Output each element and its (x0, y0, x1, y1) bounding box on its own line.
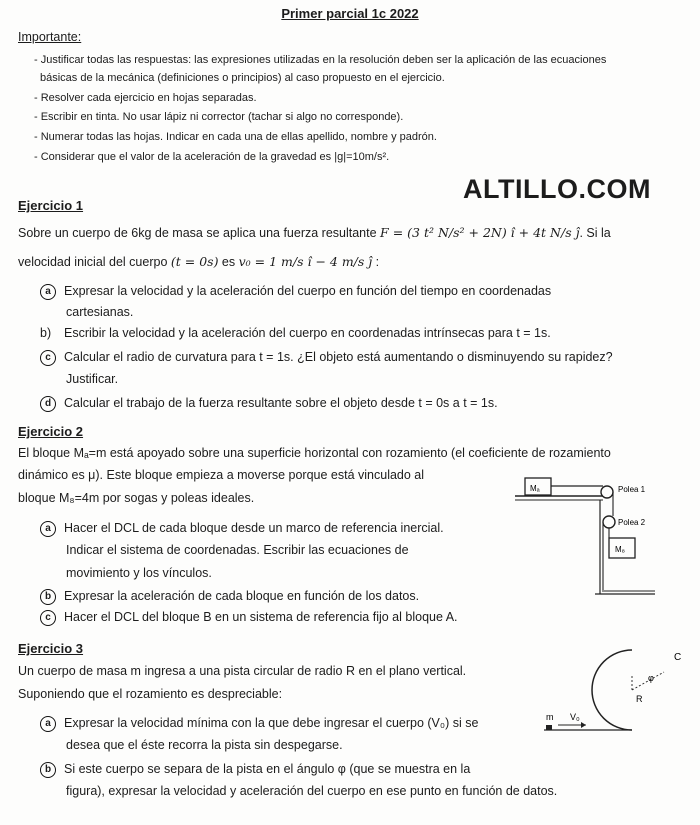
ej2-statement-line: bloque M₈=4m por sogas y poleas ideales. (18, 491, 255, 505)
item-continuation: Justificar. (66, 372, 119, 386)
initial-velocity: v₀ = 1 m/s î − 4 m/s ĵ (238, 254, 373, 269)
ejercicio-1-heading: Ejercicio 1 (18, 198, 84, 213)
track-arc (592, 650, 632, 730)
item-marker: a (40, 716, 56, 732)
importante-label: Importante: (18, 30, 82, 44)
mass-label: m (546, 712, 554, 722)
item-marker: c (40, 350, 56, 366)
ej1-text: es (218, 255, 239, 269)
circular-track-figure (540, 634, 695, 752)
ej1-text: velocidad inicial del cuerpo (18, 255, 171, 269)
velocity-arrowhead (581, 722, 586, 728)
item-continuation: figura), expresar la velocidad y aceleración del cuerpo en ese punto en función de datos. (66, 784, 558, 798)
angle-label: φ (648, 673, 654, 683)
ej1-item-b (40, 326, 551, 340)
pulley-2-label: Polea 2 (618, 518, 646, 527)
ej1-item-d (40, 396, 498, 412)
ej1-statement-line-2 (18, 254, 379, 269)
ej2-statement-line: dinámico es μ). Este bloque empieza a moverse porque está vinculado al (18, 468, 425, 482)
item-continuation: movimiento y los vínculos. (66, 566, 212, 580)
rule-line: - Resolver cada ejercicio en hojas separadas. (34, 92, 257, 104)
item-text: Hacer el DCL de cada bloque desde un marco de referencia inercial. (64, 521, 444, 535)
mass-body (546, 725, 552, 730)
rule-line: - Escribir en tinta. No usar lápiz ni corrector (tachar si algo no corresponde). (34, 111, 404, 123)
ej3-item-b (40, 762, 470, 778)
ej1-text: . Si la (579, 226, 611, 240)
item-continuation: desea que el éste recorra la pista sin despegarse. (66, 738, 343, 752)
item-continuation: cartesianas. (66, 305, 134, 319)
ej3-statement-line: Un cuerpo de masa m ingresa a una pista circular de radio R en el plano vertical. (18, 664, 467, 678)
rule-line: básicas de la mecánica (definiciones o principios) al caso propuesto en el ejercicio. (40, 72, 445, 84)
ej1-item-a (40, 284, 551, 300)
block-b-label: M₈ (615, 545, 625, 554)
block-a-label: Mₐ (530, 484, 540, 493)
item-text: Expresar la aceleración de cada bloque en función de los datos. (64, 589, 420, 603)
rule-line: - Considerar que el valor de la aceleración de la gravedad es |g|=10m/s². (34, 151, 390, 163)
item-text: Hacer el DCL del bloque B en un sistema de referencia fijo al bloque A. (64, 610, 458, 624)
item-marker: b (40, 762, 56, 778)
exam-title: Primer parcial 1c 2022 (281, 6, 419, 21)
track-label: C (674, 652, 682, 663)
force-expression: F = (3 t² N/s² + 2N) î + 4t N/s ĵ (380, 225, 580, 240)
watermark: ALTILLO.COM (463, 174, 651, 204)
ejercicio-2-heading: Ejercicio 2 (18, 424, 84, 439)
pulley-system-figure (505, 466, 695, 602)
ej2-item-c (40, 610, 458, 626)
velocity-label: V₀ (570, 712, 580, 722)
item-marker: c (40, 610, 56, 626)
item-text: Escribir la velocidad y la aceleración del cuerpo en coordenadas intrínsecas para t = 1s. (64, 326, 551, 340)
item-marker: a (40, 284, 56, 300)
ej1-text: : (372, 255, 380, 269)
ej2-item-b (40, 589, 419, 605)
ejercicio-3-heading: Ejercicio 3 (18, 641, 84, 656)
ej2-statement-line: El bloque Mₐ=m está apoyado sobre una superficie horizontal con rozamiento (el coeficiente de rozamiento (18, 446, 611, 460)
ej2-item-a (40, 521, 444, 537)
pulley-2 (603, 516, 615, 528)
pulley-1 (601, 486, 613, 498)
item-text: Expresar la velocidad y la aceleración del cuerpo en función del tiempo en coordenadas (64, 284, 552, 298)
pulley-1-label: Polea 1 (618, 485, 646, 494)
time-zero: (t = 0s) (170, 254, 219, 269)
rule-line: - Numerar todas las hojas. Indicar en cada una de ellas apellido, nombre y padrón. (34, 131, 437, 143)
ej3-item-a (40, 716, 478, 732)
radius-label: R (636, 694, 643, 704)
rule-line: - Justificar todas las respuestas: las expresiones utilizadas en la resolución deben ser la aplicación de las ecuaciones (34, 54, 607, 66)
item-marker: a (40, 521, 56, 537)
item-text: Expresar la velocidad mínima con la que debe ingresar el cuerpo (V₀) si se (64, 716, 479, 730)
item-text: Calcular el radio de curvatura para t = 1s. ¿El objeto está aumentando o disminuyendo su rapidez? (64, 350, 613, 364)
item-marker: d (40, 396, 56, 412)
ej1-text: Sobre un cuerpo de 6kg de masa se aplica una fuerza resultante (18, 226, 381, 240)
item-marker: b (40, 589, 56, 605)
ej1-statement-line-1 (18, 225, 611, 240)
ej1-item-c (40, 350, 613, 366)
item-marker: b) (40, 326, 52, 340)
ej3-statement-line: Suponiendo que el rozamiento es despreciable: (18, 687, 283, 701)
item-continuation: Indicar el sistema de coordenadas. Escribir las ecuaciones de (66, 543, 409, 557)
item-text: Calcular el trabajo de la fuerza resultante sobre el objeto desde t = 0s a t = 1s. (64, 396, 498, 410)
item-text: Si este cuerpo se separa de la pista en el ángulo φ (que se muestra en la (64, 762, 471, 776)
